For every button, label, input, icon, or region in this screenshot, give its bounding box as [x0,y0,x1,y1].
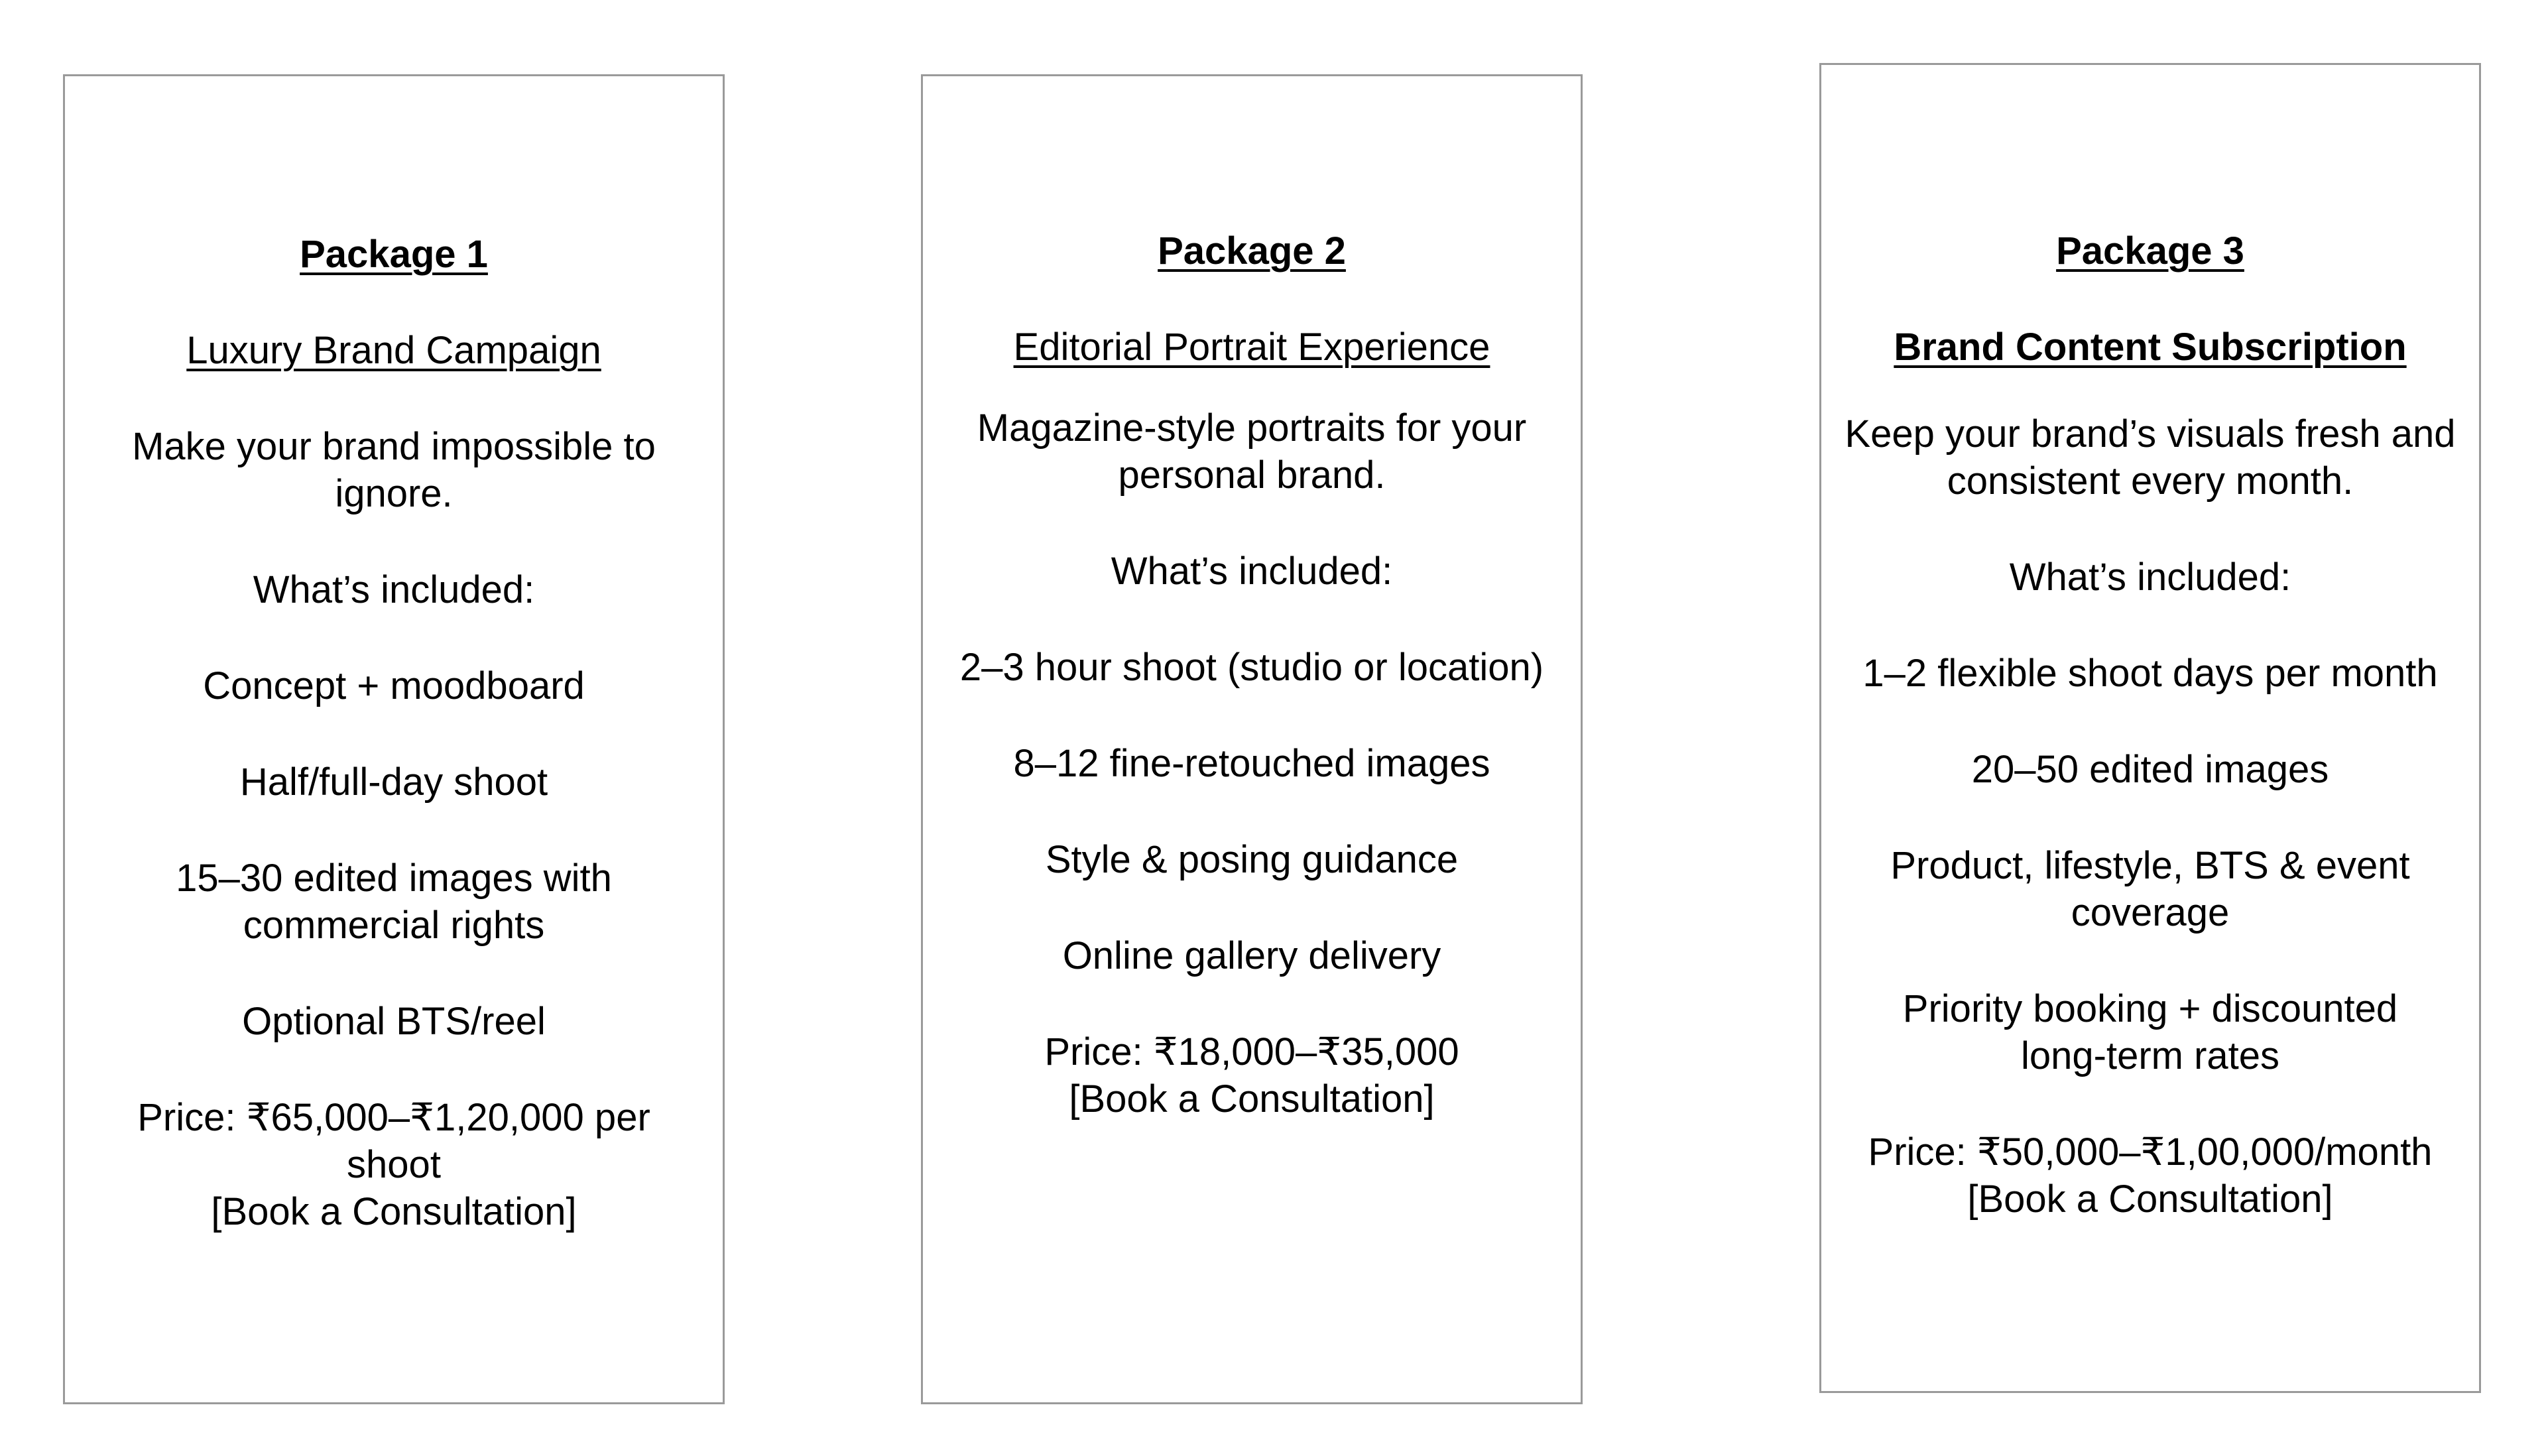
feature-item: 2–3 hour shoot (studio or location) [959,646,1544,689]
package-title: Package 1 [300,233,488,276]
feature-item: Style & posing guidance [1045,838,1459,881]
package-price: Price: ₹65,000–₹1,20,000 per shoot [137,1096,650,1186]
package-name: Editorial Portrait Experience [1013,326,1490,369]
included-label: What’s included: [1111,550,1393,593]
package-tagline: Make your brand impossible to ignore. [132,425,656,515]
package-card-3 [1819,63,2481,1393]
package-tagline: Magazine-style portraits for your personal brand. [977,406,1527,497]
feature-item: Half/full-day shoot [239,760,548,804]
book-consultation-link[interactable]: [Book a Consultation] [1069,1077,1435,1121]
feature-item: Product, lifestyle, BTS & event coverage [1890,844,2410,934]
package-price: Price: ₹50,000–₹1,00,000/month [1868,1130,2433,1174]
feature-item: 1–2 flexible shoot days per month [1862,652,2438,695]
feature-item: 15–30 edited images with commercial rights [176,857,612,947]
feature-item: Priority booking + discounted long-term rates [1902,987,2398,1077]
feature-item: 20–50 edited images [1971,748,2329,791]
included-label: What’s included: [2009,556,2291,599]
feature-item: Concept + moodboard [203,664,585,707]
package-name: Brand Content Subscription [1894,326,2407,369]
package-name: Luxury Brand Campaign [186,329,601,372]
package-card-1 [63,74,725,1404]
package-title: Package 3 [2056,229,2244,273]
included-label: What’s included: [253,568,535,611]
feature-item: 8–12 fine-retouched images [1013,742,1490,785]
package-card-2 [921,74,1583,1404]
feature-item: Online gallery delivery [1062,934,1441,977]
package-title: Package 2 [1158,229,1346,273]
package-price: Price: ₹18,000–₹35,000 [1044,1030,1459,1073]
package-tagline: Keep your brand’s visuals fresh and consistent every month. [1845,412,2456,503]
book-consultation-link[interactable]: [Book a Consultation] [211,1190,577,1233]
book-consultation-link[interactable]: [Book a Consultation] [1967,1178,2333,1221]
feature-item: Optional BTS/reel [242,1000,546,1043]
